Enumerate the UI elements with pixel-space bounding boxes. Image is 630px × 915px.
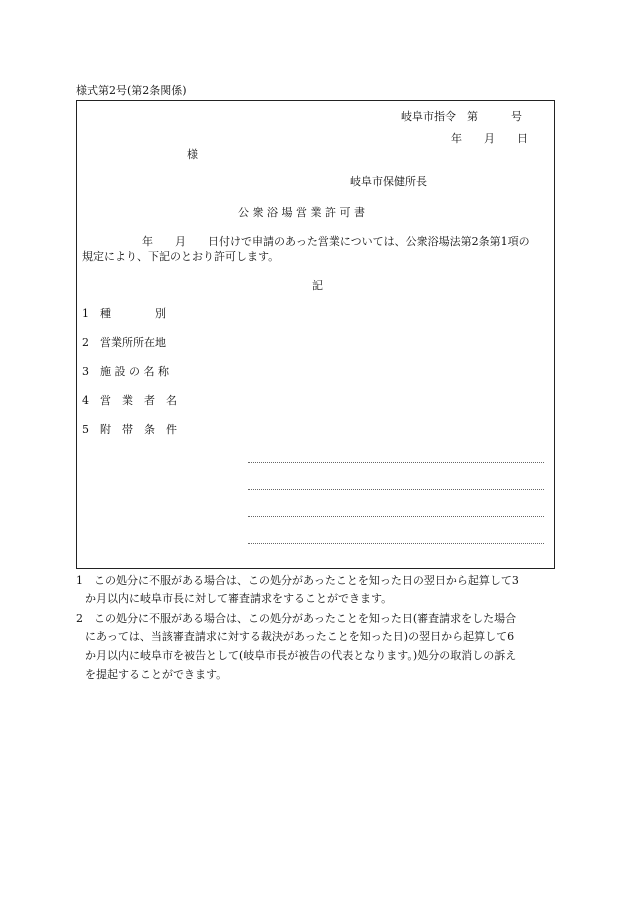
- item-num-1: 1: [82, 307, 89, 320]
- note-2-line-4: を提起することができます。: [85, 668, 228, 681]
- item-label-4: 営 業 者 名: [100, 394, 177, 407]
- recipient-suffix: 様: [187, 148, 198, 161]
- issue-date: 年 月 日: [451, 132, 528, 145]
- issuer-number: 岐阜市指令 第 号: [401, 110, 522, 123]
- condition-line-2: [248, 489, 544, 490]
- body-line-1: 年 月 日付けで申請のあった営業については、公衆浴場法第2条第1項の: [142, 235, 530, 248]
- item-label-5: 附 帯 条 件: [100, 423, 177, 436]
- item-label-2: 営業所所在地: [100, 336, 166, 349]
- note-2-line-1: 2 この処分に不服がある場合は、この処分があったことを知った日(審査請求をした場合: [76, 612, 517, 625]
- issuer-name: 岐阜市保健所長: [350, 175, 427, 188]
- condition-line-1: [248, 462, 544, 463]
- note-1-line-1: 1 この処分に不服がある場合は、この処分があったことを知った日の翌日から起算して3: [76, 574, 519, 587]
- item-num-3: 3: [82, 365, 89, 378]
- item-label-3: 施 設 の 名 称: [100, 365, 169, 378]
- body-line-2: 規定により、下記のとおり許可します。: [82, 250, 280, 263]
- note-2-line-3: か月以内に岐阜市を被告として(岐阜市長が被告の代表となります。)処分の取消しの訴え: [85, 649, 517, 662]
- item-num-5: 5: [82, 423, 89, 436]
- item-num-4: 4: [82, 394, 89, 407]
- item-label-1: 種 別: [100, 307, 166, 320]
- permit-form: [76, 100, 555, 569]
- ki-heading: 記: [312, 279, 323, 292]
- condition-line-3: [248, 516, 544, 517]
- note-1-line-2: か月以内に岐阜市長に対して審査請求をすることができます。: [85, 592, 393, 605]
- form-label: 様式第2号(第2条関係): [76, 84, 187, 97]
- note-2-line-2: にあっては、当該審査請求に対する裁決があったことを知った日)の翌日から起算して6: [85, 630, 515, 643]
- condition-line-4: [248, 543, 544, 544]
- document-title: 公 衆 浴 場 営 業 許 可 書: [238, 206, 365, 219]
- item-num-2: 2: [82, 336, 89, 349]
